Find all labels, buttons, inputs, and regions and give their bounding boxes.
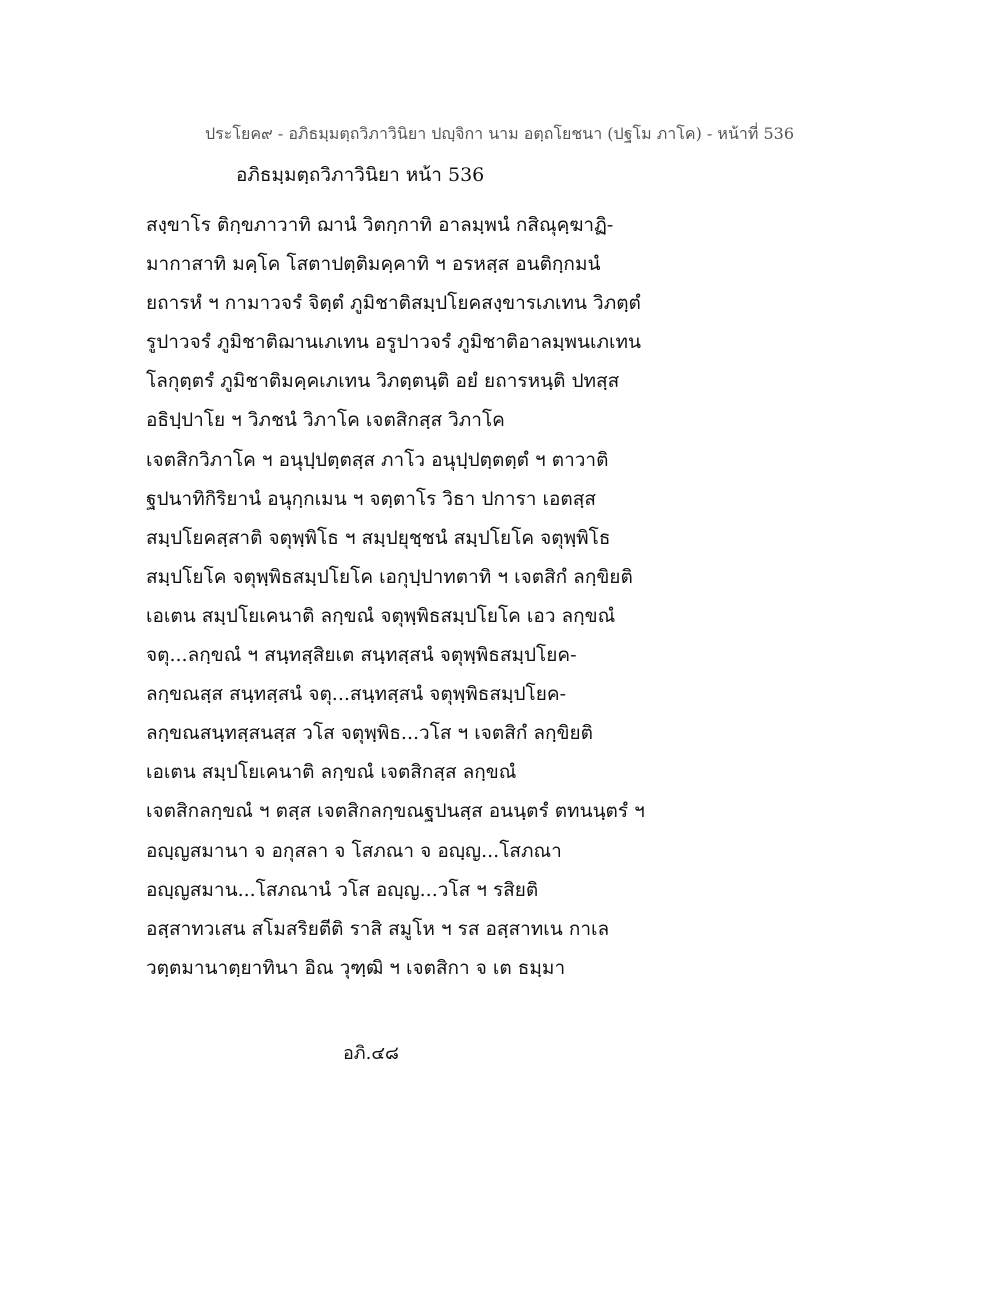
text-line: ลกฺขณสนฺทสฺสนสฺส วโส จตุพฺพิธ...วโส ฯ เจตสิกํ ลกฺขิยติ — [146, 722, 593, 745]
text-line: เอเตน สมฺปโยเคนาติ ลกฺขณํ จตุพฺพิธสมฺปโยโค เอว ลกฺขณํ — [146, 604, 616, 627]
text-line: อสฺสาทวเสน สโมสริยตีติ ราสิ สมูโห ฯ รส อสฺสาทเน กาเล — [146, 917, 610, 940]
text-line: ยถารหํ ฯ กามาวจรํ จิตฺตํ ภูมิชาติสมฺปโยคสงฺขารเภเทน วิภตฺตํ — [146, 292, 641, 315]
text-line: ฐปนาทิกิริยานํ อนุกฺกเมน ฯ จตฺตาโร วิธา ปการา เอตสฺส — [146, 487, 596, 510]
text-line: วตฺตมานาตฺยาทินา อิณ วุฑฺฒิ ฯ เจตสิกา จ เต ธมฺมา — [146, 956, 566, 979]
signature-mark: อภิ.๔๘ — [343, 1043, 399, 1064]
text-line: เจตสิกลกฺขณํ ฯ ตสฺส เจตสิกลกฺขณฐปนสฺส อนนฺตรํ ตทนนฺตรํ ฯ — [146, 800, 645, 823]
page-title: อภิธมฺมตฺถวิภาวินิยา หน้า 536 — [236, 164, 485, 186]
running-header: ประโยค๙ - อภิธมฺมตฺถวิภาวินิยา ปญฺจิกา นาม อตฺถโยชนา (ปฐโม ภาโค) - หน้าที่ 536 — [205, 124, 795, 143]
text-line: อญฺญสมาน...โสภณานํ วโส อญฺญ...วโส ฯ รสิยติ — [146, 878, 539, 901]
text-line: สมฺปโยคสฺสาติ จตุพฺพิโธ ฯ สมฺปยุชฺชนํ สมฺปโยโค จตุพฺพิโธ — [146, 526, 611, 549]
text-line: เจตสิกวิภาโค ฯ อนุปฺปตฺตสฺส ภาโว อนุปฺปตฺตตฺตํ ฯ ตาวาติ — [146, 448, 609, 471]
text-line: จตุ...ลกฺขณํ ฯ สนฺทสฺสิยเต สนฺทสฺสนํ จตุพฺพิธสมฺปโยค- — [146, 644, 577, 667]
text-line: รูปาวจรํ ภูมิชาติฌานเภเทน อรูปาวจรํ ภูมิชาติอาลมฺพนเภเทน — [146, 331, 642, 354]
text-line: ลกฺขณสฺส สนฺทสฺสนํ จตุ...สนฺทสฺสนํ จตุพฺพิธสมฺปโยค- — [146, 683, 567, 706]
text-line: สมฺปโยโค จตุพฺพิธสมฺปโยโค เอกุปฺปาทตาทิ ฯ เจตสิกํ ลกฺขิยติ — [146, 565, 633, 588]
text-line: โลกุตฺตรํ ภูมิชาติมคฺคเภเทน วิภตฺตนฺติ อยํ ยถารหนฺติ ปทสฺส — [146, 370, 620, 393]
body-text — [146, 206, 846, 988]
text-line: อธิปฺปาโย ฯ วิภชนํ วิภาโค เจตสิกสฺส วิภาโค — [146, 409, 505, 432]
text-line: มากาสาทิ มคฺโค โสตาปตฺติมคฺคาทิ ฯ อรหสฺส อนติกฺกมนํ — [146, 253, 601, 276]
text-line: อญฺญสมานา จ อกุสลา จ โสภณา จ อญฺญ...โสภณา — [146, 839, 562, 862]
text-line: เอเตน สมฺปโยเคนาติ ลกฺขณํ เจตสิกสฺส ลกฺขณํ — [146, 761, 517, 784]
text-line: สงฺขาโร ติกฺขภาวาทิ ฌานํ วิตกฺกาทิ อาลมฺพนํ กสิณุคฺฆาฏิ- — [146, 214, 614, 236]
